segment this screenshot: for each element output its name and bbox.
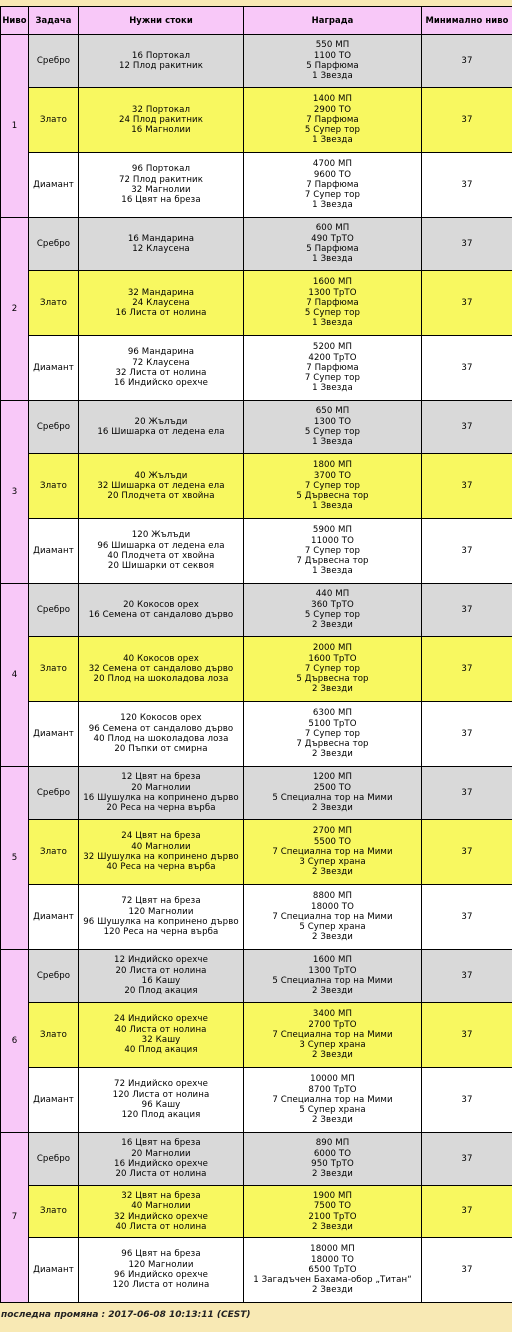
task-cell: Диамант bbox=[29, 1238, 79, 1303]
level-cell: 1 bbox=[1, 35, 29, 218]
reward-line: 1600 МП bbox=[312, 277, 353, 288]
reward-line: 7 Специална тор на Мими bbox=[272, 1029, 393, 1040]
reward-line: 1 Звезда bbox=[312, 566, 353, 577]
table-row bbox=[1, 153, 512, 218]
reward-line: 5 Специална тор на Мими bbox=[272, 793, 393, 803]
reward-line: 1 Звезда bbox=[312, 71, 353, 82]
goods-line: 20 Плод акация bbox=[124, 986, 198, 997]
reward-cell bbox=[244, 1003, 422, 1068]
reward-line: 1200 МП bbox=[312, 772, 353, 783]
goods-line: 16 Портокал bbox=[131, 50, 191, 61]
reward-cell bbox=[244, 767, 422, 820]
reward-line: 7 Парфюма bbox=[306, 297, 359, 308]
task-cell: Сребро bbox=[29, 950, 79, 1003]
reward-line: 5 Супер тор bbox=[304, 125, 361, 136]
reward-line: 1300 ТрТО bbox=[308, 287, 357, 298]
reward-line: 650 МП bbox=[315, 406, 350, 417]
goods-line: 32 Индийско орехче bbox=[114, 1211, 208, 1222]
reward-line: 5 Парфюма bbox=[306, 61, 359, 71]
table-row bbox=[1, 702, 512, 767]
reward-cell bbox=[244, 637, 422, 702]
goods-line: 72 Индийско орехче bbox=[114, 1079, 208, 1090]
goods-line: 20 Магнолии bbox=[131, 782, 191, 793]
reward-line: 1 Звезда bbox=[312, 318, 353, 329]
goods-line: 20 Плодчета от хвойна bbox=[107, 491, 215, 502]
task-cell: Диамант bbox=[29, 885, 79, 950]
reward-line: 6300 МП bbox=[312, 708, 353, 719]
reward-line: 2900 ТО bbox=[313, 104, 352, 115]
goods-cell bbox=[79, 637, 244, 702]
reward-line: 7 Специална тор на Мими bbox=[272, 911, 393, 922]
reward-line: 360 ТрТО bbox=[311, 599, 354, 610]
min-level-cell: 37 bbox=[422, 637, 512, 702]
reward-line: 4200 ТрТО bbox=[308, 352, 357, 363]
reward-line: 1900 МП bbox=[312, 1190, 353, 1201]
goods-line: 20 Листа от нолина bbox=[115, 1169, 207, 1180]
header-task: Задача bbox=[29, 7, 79, 35]
task-cell: Злато bbox=[29, 271, 79, 336]
reward-cell bbox=[244, 1133, 422, 1186]
reward-line: 7 Парфюма bbox=[306, 179, 359, 190]
reward-line: 7500 ТО bbox=[313, 1201, 352, 1212]
goods-cell bbox=[79, 950, 244, 1003]
task-cell: Сребро bbox=[29, 1133, 79, 1186]
reward-line: 2 Звезди bbox=[312, 932, 353, 943]
goods-line: 12 Плод ракитник bbox=[118, 61, 204, 71]
reward-line: 550 МП bbox=[315, 40, 350, 51]
goods-line: 32 Мандарина bbox=[127, 287, 195, 298]
goods-line: 32 Кашу bbox=[141, 1035, 181, 1045]
goods-line: 96 Семена от сандалово дърво bbox=[88, 723, 234, 734]
goods-line: 40 Плод на шоколадова лоза bbox=[93, 734, 229, 744]
goods-cell bbox=[79, 336, 244, 401]
goods-line: 12 Клаусена bbox=[132, 244, 190, 254]
goods-cell bbox=[79, 1068, 244, 1133]
reward-line: 1600 МП bbox=[312, 955, 353, 966]
level-cell: 3 bbox=[1, 401, 29, 584]
reward-line: 2 Звезди bbox=[312, 867, 353, 878]
goods-cell bbox=[79, 35, 244, 88]
goods-line: 72 Плод ракитник bbox=[118, 174, 204, 185]
reward-line: 5 Дървесна тор bbox=[296, 491, 369, 502]
goods-line: 20 Листа от нолина bbox=[115, 965, 207, 976]
goods-line: 24 Плод ракитник bbox=[118, 114, 204, 125]
table-row bbox=[1, 1133, 512, 1186]
goods-line: 12 Цвят на бреза bbox=[121, 772, 201, 783]
goods-line: 72 Клаусена bbox=[132, 357, 190, 368]
reward-line: 1 Звезда bbox=[312, 200, 353, 211]
goods-line: 40 Плодчета от хвойна bbox=[107, 551, 215, 561]
reward-line: 5 Парфюма bbox=[306, 244, 359, 254]
table-row bbox=[1, 218, 512, 271]
goods-line: 32 Портокал bbox=[131, 104, 191, 115]
min-level-cell: 37 bbox=[422, 336, 512, 401]
task-cell: Сребро bbox=[29, 218, 79, 271]
reward-line: 7 Специална тор на Мими bbox=[272, 1094, 393, 1105]
reward-line: 3 Супер храна bbox=[299, 857, 366, 868]
reward-line: 2000 МП bbox=[312, 643, 353, 654]
reward-cell bbox=[244, 454, 422, 519]
header-goods: Нужни стоки bbox=[79, 7, 244, 35]
goods-line: 40 Листа от нолина bbox=[115, 1221, 207, 1232]
table-row bbox=[1, 1238, 512, 1303]
goods-line: 96 Портокал bbox=[131, 164, 191, 175]
reward-line: 5200 МП bbox=[312, 342, 353, 353]
table-row bbox=[1, 1186, 512, 1238]
min-level-cell: 37 bbox=[422, 401, 512, 454]
header-min-level: Минимално ниво bbox=[422, 7, 512, 35]
reward-line: 5 Супер храна bbox=[299, 922, 366, 933]
goods-line: 16 Кашу bbox=[141, 976, 181, 986]
reward-line: 3700 ТО bbox=[313, 470, 352, 481]
goods-line: 40 Плод акация bbox=[124, 1045, 198, 1056]
goods-line: 20 Шишарки от секвоя bbox=[107, 561, 215, 572]
reward-line: 950 ТрТО bbox=[311, 1159, 354, 1169]
min-level-cell: 37 bbox=[422, 218, 512, 271]
min-level-cell: 37 bbox=[422, 950, 512, 1003]
goods-line: 32 Цвят на бреза bbox=[121, 1190, 201, 1201]
goods-line: 16 Индийско орехче bbox=[114, 1159, 208, 1169]
reward-line: 10000 МП bbox=[310, 1074, 355, 1085]
task-cell: Сребро bbox=[29, 767, 79, 820]
reward-line: 2 Звезди bbox=[312, 749, 353, 760]
table-row bbox=[1, 885, 512, 950]
reward-line: 11000 ТО bbox=[311, 535, 354, 546]
min-level-cell: 37 bbox=[422, 885, 512, 950]
task-cell: Диамант bbox=[29, 153, 79, 218]
reward-line: 8800 МП bbox=[312, 891, 353, 902]
last-modified: последна промяна : 2017-06-08 10:13:11 (CEST) bbox=[1, 1310, 251, 1320]
task-cell: Злато bbox=[29, 454, 79, 519]
goods-line: 32 Шушулка на копринено дърво bbox=[83, 852, 239, 862]
min-level-cell: 37 bbox=[422, 820, 512, 885]
goods-line: 24 Цвят на бреза bbox=[121, 831, 201, 842]
reward-line: 1 Звезда bbox=[312, 383, 353, 394]
goods-line: 24 Индийско орехче bbox=[114, 1014, 208, 1025]
header-level: Ниво bbox=[1, 7, 29, 35]
reward-line: 3 Супер храна bbox=[299, 1040, 366, 1051]
goods-cell bbox=[79, 885, 244, 950]
reward-line: 7 Парфюма bbox=[306, 362, 359, 373]
reward-cell bbox=[244, 35, 422, 88]
goods-line: 16 Индийско орехче bbox=[114, 378, 208, 389]
goods-line: 40 Магнолии bbox=[131, 1201, 191, 1212]
reward-line: 7 Супер тор bbox=[304, 663, 361, 674]
reward-line: 2 Звезди bbox=[312, 986, 353, 997]
reward-line: 1 Звезда bbox=[312, 135, 353, 146]
reward-line: 2700 ТрТО bbox=[308, 1019, 357, 1030]
reward-line: 1100 ТО bbox=[313, 50, 352, 61]
reward-line: 6500 ТрТО bbox=[308, 1264, 357, 1275]
min-level-cell: 37 bbox=[422, 519, 512, 584]
reward-line: 2 Звезди bbox=[312, 684, 353, 695]
goods-line: 20 Кокосов орех bbox=[123, 599, 199, 610]
goods-cell bbox=[79, 271, 244, 336]
reward-line: 7 Супер тор bbox=[304, 728, 361, 739]
goods-line: 32 Шишарка от ледена ела bbox=[97, 480, 225, 491]
min-level-cell: 37 bbox=[422, 1133, 512, 1186]
rewards-table bbox=[0, 6, 512, 1303]
goods-line: 20 Пъпки от смирна bbox=[114, 744, 208, 755]
reward-line: 5 Супер тор bbox=[304, 610, 361, 620]
reward-line: 18000 ТО bbox=[311, 901, 354, 912]
reward-line: 890 МП bbox=[315, 1138, 350, 1149]
goods-cell bbox=[79, 584, 244, 637]
min-level-cell: 37 bbox=[422, 702, 512, 767]
goods-line: 20 Реса на черна върба bbox=[106, 803, 216, 814]
reward-cell bbox=[244, 1186, 422, 1238]
goods-line: 96 Шушулка на копринено дърво bbox=[83, 917, 239, 927]
goods-cell bbox=[79, 88, 244, 153]
reward-cell bbox=[244, 88, 422, 153]
goods-cell bbox=[79, 820, 244, 885]
reward-line: 1300 ТрТО bbox=[308, 965, 357, 976]
table-row bbox=[1, 271, 512, 336]
reward-line: 490 ТрТО bbox=[311, 233, 354, 244]
goods-cell bbox=[79, 153, 244, 218]
reward-line: 7 Супер тор bbox=[304, 373, 361, 384]
reward-line: 1800 МП bbox=[312, 460, 353, 471]
reward-line: 7 Супер тор bbox=[304, 480, 361, 491]
reward-line: 7 Дървесна тор bbox=[296, 556, 369, 567]
goods-line: 16 Шушулка на копринено дърво bbox=[83, 793, 239, 803]
task-cell: Злато bbox=[29, 1003, 79, 1068]
goods-line: 16 Листа от нолина bbox=[115, 308, 207, 319]
reward-line: 9600 ТО bbox=[313, 169, 352, 180]
reward-cell bbox=[244, 584, 422, 637]
goods-line: 40 Магнолии bbox=[131, 841, 191, 852]
goods-line: 120 Жълъди bbox=[131, 530, 191, 541]
table-row bbox=[1, 584, 512, 637]
reward-line: 7 Супер тор bbox=[304, 545, 361, 556]
goods-line: 12 Индийско орехче bbox=[114, 955, 208, 966]
reward-cell bbox=[244, 153, 422, 218]
reward-line: 1 Загадъчен Бахама-обор „Титан“ bbox=[253, 1275, 412, 1286]
reward-cell bbox=[244, 1068, 422, 1133]
reward-line: 600 МП bbox=[315, 223, 350, 234]
table-row bbox=[1, 336, 512, 401]
reward-line: 5 Специална тор на Мими bbox=[272, 976, 393, 986]
task-cell: Сребро bbox=[29, 401, 79, 454]
goods-line: 20 Жълъди bbox=[134, 416, 188, 427]
table-row bbox=[1, 519, 512, 584]
table-row bbox=[1, 1003, 512, 1068]
goods-line: 16 Цвят на бреза bbox=[121, 195, 201, 206]
task-cell: Злато bbox=[29, 637, 79, 702]
reward-line: 2 Звезди bbox=[312, 1285, 353, 1296]
task-cell: Сребро bbox=[29, 584, 79, 637]
task-cell: Злато bbox=[29, 88, 79, 153]
goods-line: 40 Жълъди bbox=[134, 470, 188, 481]
reward-line: 1 Звезда bbox=[312, 254, 353, 265]
reward-cell bbox=[244, 401, 422, 454]
goods-line: 96 Цвят на бреза bbox=[121, 1249, 201, 1260]
reward-line: 2 Звезди bbox=[312, 1221, 353, 1232]
table-row bbox=[1, 950, 512, 1003]
min-level-cell: 37 bbox=[422, 584, 512, 637]
goods-line: 96 Индийско орехче bbox=[114, 1270, 208, 1280]
goods-line: 16 Мандарина bbox=[127, 233, 195, 244]
goods-line: 120 Листа от нолина bbox=[112, 1280, 210, 1291]
level-cell: 7 bbox=[1, 1133, 29, 1303]
goods-line: 120 Магнолии bbox=[128, 1259, 194, 1270]
reward-line: 18000 ТО bbox=[311, 1254, 354, 1265]
reward-cell bbox=[244, 950, 422, 1003]
task-cell: Диамант bbox=[29, 1068, 79, 1133]
task-cell: Диамант bbox=[29, 519, 79, 584]
table-row bbox=[1, 820, 512, 885]
header-reward: Награда bbox=[244, 7, 422, 35]
goods-cell bbox=[79, 767, 244, 820]
reward-line: 1 Звезда bbox=[312, 501, 353, 512]
reward-cell bbox=[244, 820, 422, 885]
table-row bbox=[1, 35, 512, 88]
reward-line: 5900 МП bbox=[312, 525, 353, 536]
reward-line: 1600 ТрТО bbox=[308, 653, 357, 664]
goods-line: 72 Цвят на бреза bbox=[121, 896, 201, 907]
reward-line: 7 Парфюма bbox=[306, 114, 359, 125]
reward-line: 440 МП bbox=[315, 589, 350, 600]
min-level-cell: 37 bbox=[422, 1003, 512, 1068]
level-cell: 6 bbox=[1, 950, 29, 1133]
goods-cell bbox=[79, 1003, 244, 1068]
reward-line: 18000 МП bbox=[310, 1244, 355, 1255]
goods-line: 20 Плод на шоколадова лоза bbox=[93, 674, 229, 685]
goods-line: 32 Листа от нолина bbox=[115, 368, 207, 378]
task-cell: Сребро bbox=[29, 35, 79, 88]
task-cell: Злато bbox=[29, 1186, 79, 1238]
reward-line: 5 Супер тор bbox=[304, 427, 361, 437]
reward-cell bbox=[244, 519, 422, 584]
header-row bbox=[1, 7, 512, 35]
reward-line: 5100 ТрТО bbox=[308, 718, 357, 729]
reward-line: 1400 МП bbox=[312, 94, 353, 105]
goods-line: 120 Магнолии bbox=[128, 906, 194, 917]
reward-line: 3400 МП bbox=[312, 1009, 353, 1020]
reward-line: 8700 ТрТО bbox=[308, 1084, 357, 1095]
goods-cell bbox=[79, 1238, 244, 1303]
min-level-cell: 37 bbox=[422, 35, 512, 88]
reward-line: 7 Специална тор на Мими bbox=[272, 846, 393, 857]
reward-cell bbox=[244, 218, 422, 271]
reward-line: 2100 ТрТО bbox=[308, 1211, 357, 1222]
reward-line: 7 Супер тор bbox=[304, 190, 361, 201]
goods-line: 16 Семена от сандалово дърво bbox=[88, 610, 234, 620]
min-level-cell: 37 bbox=[422, 1238, 512, 1303]
reward-line: 5 Дървесна тор bbox=[296, 674, 369, 685]
reward-line: 2 Звезди bbox=[312, 1050, 353, 1061]
goods-cell bbox=[79, 218, 244, 271]
table-row bbox=[1, 401, 512, 454]
reward-cell bbox=[244, 885, 422, 950]
table-body bbox=[1, 35, 512, 1303]
goods-line: 32 Магнолии bbox=[131, 185, 191, 195]
level-cell: 2 bbox=[1, 218, 29, 401]
reward-cell bbox=[244, 1238, 422, 1303]
goods-line: 24 Клаусена bbox=[132, 297, 190, 308]
min-level-cell: 37 bbox=[422, 271, 512, 336]
goods-line: 20 Магнолии bbox=[131, 1148, 191, 1159]
goods-cell bbox=[79, 401, 244, 454]
goods-line: 120 Плод акация bbox=[121, 1110, 201, 1121]
reward-cell bbox=[244, 271, 422, 336]
reward-line: 5 Супер храна bbox=[299, 1105, 366, 1116]
goods-line: 96 Кашу bbox=[141, 1100, 181, 1110]
task-cell: Диамант bbox=[29, 702, 79, 767]
goods-cell bbox=[79, 454, 244, 519]
goods-line: 120 Кокосов орех bbox=[120, 713, 202, 724]
goods-cell bbox=[79, 1133, 244, 1186]
reward-line: 2 Звезди bbox=[312, 803, 353, 814]
min-level-cell: 37 bbox=[422, 88, 512, 153]
reward-cell bbox=[244, 702, 422, 767]
task-cell: Злато bbox=[29, 820, 79, 885]
reward-line: 6000 ТО bbox=[313, 1148, 352, 1159]
goods-line: 40 Реса на черна върба bbox=[106, 862, 216, 873]
goods-line: 40 Кокосов орех bbox=[123, 653, 199, 664]
min-level-cell: 37 bbox=[422, 153, 512, 218]
goods-line: 40 Листа от нолина bbox=[115, 1024, 207, 1035]
table-row bbox=[1, 767, 512, 820]
level-cell: 5 bbox=[1, 767, 29, 950]
goods-line: 120 Реса на черна върба bbox=[103, 927, 219, 938]
table-row bbox=[1, 454, 512, 519]
reward-line: 1300 ТО bbox=[313, 416, 352, 427]
task-cell: Диамант bbox=[29, 336, 79, 401]
reward-line: 7 Дървесна тор bbox=[296, 739, 369, 750]
min-level-cell: 37 bbox=[422, 767, 512, 820]
reward-line: 5 Супер тор bbox=[304, 308, 361, 319]
goods-line: 16 Шишарка от ледена ела bbox=[97, 427, 225, 437]
table-row bbox=[1, 637, 512, 702]
reward-line: 2700 МП bbox=[312, 826, 353, 837]
reward-line: 5500 ТО bbox=[313, 836, 352, 847]
reward-line: 4700 МП bbox=[312, 159, 353, 170]
reward-line: 2 Звезди bbox=[312, 1169, 353, 1180]
goods-cell bbox=[79, 1186, 244, 1238]
min-level-cell: 37 bbox=[422, 1186, 512, 1238]
goods-cell bbox=[79, 519, 244, 584]
level-cell: 4 bbox=[1, 584, 29, 767]
reward-line: 2 Звезди bbox=[312, 620, 353, 631]
table-row bbox=[1, 88, 512, 153]
goods-line: 96 Мандарина bbox=[127, 347, 195, 358]
reward-line: 2 Звезди bbox=[312, 1115, 353, 1126]
reward-line: 2500 ТО bbox=[313, 782, 352, 793]
goods-line: 32 Семена от сандалово дърво bbox=[88, 663, 234, 674]
goods-line: 16 Магнолии bbox=[131, 125, 191, 136]
goods-line: 120 Листа от нолина bbox=[112, 1089, 210, 1100]
reward-line: 1 Звезда bbox=[312, 437, 353, 448]
goods-line: 16 Цвят на бреза bbox=[121, 1138, 201, 1149]
min-level-cell: 37 bbox=[422, 454, 512, 519]
goods-line: 96 Шишарка от ледена ела bbox=[97, 540, 225, 551]
goods-cell bbox=[79, 702, 244, 767]
table-row bbox=[1, 1068, 512, 1133]
reward-cell bbox=[244, 336, 422, 401]
min-level-cell: 37 bbox=[422, 1068, 512, 1133]
